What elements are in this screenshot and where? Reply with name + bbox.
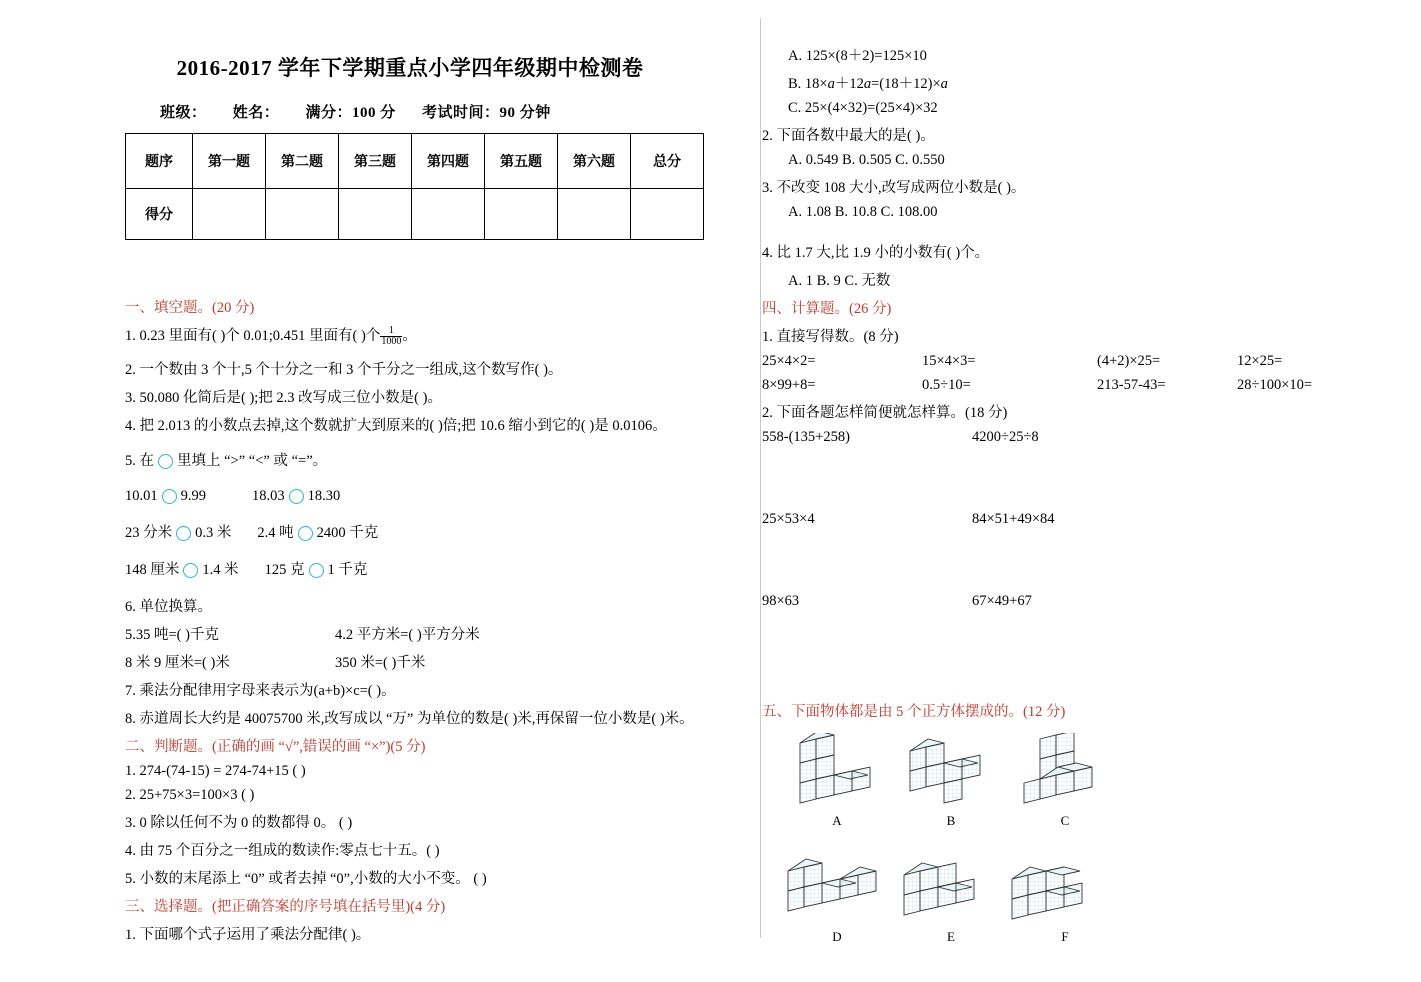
choice-3-options: A. 1.08 B. 10.8 C. 108.00 — [788, 204, 938, 220]
oral-calc-item: (4+2)×25= — [1097, 353, 1161, 369]
compare-b: 9.99 — [180, 487, 206, 504]
score-cell[interactable] — [485, 189, 558, 240]
shapes-row-1 — [782, 733, 1402, 829]
circle-blank-icon[interactable] — [298, 526, 313, 541]
choice-1-option-b-pre: B. 18× — [788, 76, 828, 92]
circle-blank-icon[interactable] — [309, 563, 324, 578]
compare-row-2 — [125, 521, 745, 542]
right-question-body — [762, 44, 1402, 617]
table-row — [126, 134, 704, 189]
oral-calc-item: 213-57-43= — [1097, 377, 1166, 393]
circle-blank-icon[interactable] — [183, 563, 198, 578]
compare-c: 2.4 吨 — [257, 524, 294, 541]
shape-label-c: C — [1060, 813, 1070, 828]
full-score-field: 满分：100 分 — [305, 105, 396, 121]
choice-1-option-c: C. 25×(4×32)=(25×4)×32 — [788, 100, 938, 116]
fraction-denominator: 1000 — [381, 336, 402, 348]
variable-a: a — [940, 76, 948, 92]
shape-drawing-a — [782, 733, 892, 811]
choice-1-option-b-post: =(18＋12)× — [871, 76, 941, 92]
oral-calc-row-2 — [762, 377, 1402, 394]
oral-calc-item: 12×25= — [1237, 353, 1283, 369]
unit-convert-a1: 5.35 吨=( )千克 — [125, 626, 219, 643]
score-table-header-cell: 第四题 — [412, 134, 485, 189]
score-cell[interactable] — [558, 189, 631, 240]
choice-3-stem: 3. 不改变 108 大小,改写成两位小数是( )。 — [762, 180, 1026, 196]
work-space — [762, 453, 1402, 511]
work-space — [762, 535, 1402, 593]
score-cell[interactable] — [193, 189, 266, 240]
question-6: 6. 单位换算。 — [125, 598, 212, 615]
variable-a: a — [827, 76, 835, 92]
simplify-calc-row-2 — [762, 511, 1402, 528]
choice-2-options: A. 0.549 B. 0.505 C. 0.550 — [788, 152, 945, 168]
question-5-text: 5. 在 里填上 “>” “<” 或 “=”。 — [125, 452, 328, 469]
judge-2: 2. 25+75×3=100×3 ( ) — [125, 786, 255, 803]
choice-1-option-b-mid: ＋12 — [834, 76, 864, 92]
compare-d: 2400 千克 — [316, 524, 379, 541]
circle-blank-icon[interactable] — [176, 526, 191, 541]
simplify-calc-item: 4200÷25÷8 — [972, 429, 1039, 445]
score-table — [125, 133, 704, 240]
choice-4-stem: 4. 比 1.7 大,比 1.9 小的小数有( )个。 — [762, 245, 990, 261]
choice-1-stem: 1. 下面哪个式子运用了乘法分配律( )。 — [125, 926, 371, 943]
section-heading-choice: 三、选择题。(把正确答案的序号填在括号里)(4 分) — [125, 898, 446, 915]
shape-item-f — [1010, 849, 1120, 945]
simplify-calc-item: 84×51+49×84 — [972, 511, 1055, 527]
circle-blank-icon[interactable] — [289, 489, 304, 504]
unit-convert-a2: 4.2 平方米=( )平方分米 — [335, 626, 480, 643]
oral-calc-item: 8×99+8= — [762, 377, 816, 393]
simplify-calc-item: 558-(135+258) — [762, 429, 850, 445]
oral-calc-item: 0.5÷10= — [922, 377, 971, 393]
choice-1-option-b — [788, 72, 1402, 93]
circle-blank-icon[interactable] — [162, 489, 177, 504]
simplify-calc-row-1 — [762, 429, 1402, 446]
shape-item-d — [782, 849, 892, 945]
shape-label-d: D — [832, 929, 842, 944]
score-cell[interactable] — [412, 189, 485, 240]
calc-q2: 2. 下面各题怎样简便就怎样算。(18 分) — [762, 405, 1008, 421]
compare-b: 1.4 米 — [202, 561, 239, 578]
shape-drawing-f — [1010, 849, 1120, 927]
calc-q1: 1. 直接写得数。(8 分) — [762, 329, 899, 345]
question-3: 3. 50.080 化简后是( );把 2.3 改写成三位小数是( )。 — [125, 389, 442, 406]
score-table-header-cell: 第一题 — [193, 134, 266, 189]
score-table-header-cell: 题序 — [126, 134, 193, 189]
score-cell[interactable] — [266, 189, 339, 240]
compare-a: 23 分米 — [125, 524, 173, 541]
compare-d: 18.30 — [307, 487, 341, 504]
question-8: 8. 赤道周长大约是 40075700 米,改写成以 “万” 为单位的数是( )米,再保留一位小数是( )米。 — [125, 710, 694, 727]
class-field: 班级： — [160, 105, 207, 121]
variable-a: a — [863, 76, 872, 92]
shape-item-e — [896, 849, 1006, 945]
score-table-header-cell: 总分 — [631, 134, 704, 189]
fraction-one-thousandth — [380, 326, 402, 348]
right-column — [762, 0, 1421, 982]
simplify-calc-row-3 — [762, 593, 1402, 610]
oral-calc-item: 28÷100×10= — [1237, 377, 1313, 393]
section-heading-fill-blank: 一、填空题。(20 分) — [125, 300, 255, 316]
fraction-numerator: 1 — [380, 326, 402, 338]
judge-4: 4. 由 75 个百分之一组成的数读作:零点七十五。( ) — [125, 842, 440, 859]
choice-2-stem: 2. 下面各数中最大的是( )。 — [762, 128, 935, 144]
circle-blank-icon[interactable] — [158, 454, 173, 469]
simplify-calc-item: 67×49+67 — [972, 593, 1032, 609]
shape-drawing-b — [896, 733, 1006, 811]
unit-convert-b2: 350 米=( )千米 — [335, 654, 426, 671]
shape-label-b: B — [946, 813, 956, 828]
shapes-row-2 — [782, 849, 1402, 945]
name-field: 姓名： — [232, 105, 280, 121]
section-heading-shapes: 五、下面物体都是由 5 个正方体摆成的。(12 分) — [762, 704, 1066, 720]
compare-c: 125 克 — [264, 561, 305, 578]
exam-time-field: 考试时间：90 分钟 — [422, 105, 551, 121]
question-5 — [125, 449, 745, 470]
shape-item-b — [896, 733, 1006, 829]
column-divider — [760, 18, 761, 938]
judge-5: 5. 小数的末尾添上 “0” 或者去掉 “0”,小数的大小不变。 ( ) — [125, 870, 487, 887]
shape-label-e: E — [947, 929, 955, 944]
shape-drawing-e — [896, 849, 1006, 927]
shape-drawing-d — [782, 849, 892, 927]
section-heading-true-false: 二、判断题。(正确的画 “√”,错误的画 “×”)(5 分) — [125, 738, 426, 755]
shape-drawing-c — [1010, 733, 1120, 811]
shapes-section — [762, 700, 1402, 945]
table-row — [126, 189, 704, 240]
section-heading-calculation: 四、计算题。(26 分) — [762, 301, 892, 317]
unit-convert-b1: 8 米 9 厘米=( )米 — [125, 654, 230, 671]
score-table-header-cell: 第二题 — [266, 134, 339, 189]
score-table-header-cell: 第六题 — [558, 134, 631, 189]
student-info-line — [160, 101, 720, 122]
left-question-body — [125, 296, 745, 951]
simplify-calc-item: 98×63 — [762, 593, 800, 609]
question-4: 4. 把 2.013 的小数点去掉,这个数就扩大到原来的( )倍;把 10.6 缩小到它的( )是 0.0106。 — [125, 417, 667, 434]
score-table-row-label: 得分 — [126, 189, 193, 240]
simplify-calc-item: 25×53×4 — [762, 511, 815, 527]
score-cell[interactable] — [631, 189, 704, 240]
oral-calc-item: 15×4×3= — [922, 353, 976, 369]
shape-item-c — [1010, 733, 1120, 829]
compare-row-1 — [125, 488, 745, 505]
question-2: 2. 一个数由 3 个十,5 个十分之一和 3 个千分之一组成,这个数写作( )。 — [125, 361, 563, 378]
question-7: 7. 乘法分配律用字母来表示为(a+b)×c=( )。 — [125, 682, 396, 699]
choice-4-options: A. 1 B. 9 C. 无数 — [788, 273, 891, 289]
shape-label-f: F — [1061, 929, 1069, 944]
question-1-text: 1. 0.23 里面有( )个 0.01;0.451 里面有( )个 — [125, 328, 381, 344]
page-title: 2016-2017 学年下学期重点小学四年级期中检测卷 — [176, 56, 644, 80]
question-1-tail: 。 — [402, 328, 417, 344]
compare-b: 0.3 米 — [195, 524, 232, 541]
compare-a: 148 厘米 — [125, 561, 180, 578]
compare-d: 1 千克 — [327, 561, 368, 578]
score-table-header-cell: 第三题 — [339, 134, 412, 189]
compare-a: 10.01 — [125, 487, 158, 504]
unit-convert-row-1 — [125, 623, 745, 644]
oral-calc-row-1 — [762, 353, 1402, 370]
compare-row-3 — [125, 558, 745, 579]
score-cell[interactable] — [339, 189, 412, 240]
judge-1: 1. 274-(74-15) = 274-74+15 ( ) — [125, 762, 306, 779]
question-1 — [125, 324, 745, 348]
judge-3: 3. 0 除以任何不为 0 的数都得 0。 ( ) — [125, 814, 353, 831]
shape-label-a: A — [832, 813, 842, 828]
choice-1-option-a: A. 125×(8＋2)=125×10 — [788, 48, 927, 64]
unit-convert-row-2 — [125, 651, 745, 672]
shape-item-a — [782, 733, 892, 829]
oral-calc-item: 25×4×2= — [762, 353, 816, 369]
score-table-header-cell: 第五题 — [485, 134, 558, 189]
compare-c: 18.03 — [252, 487, 285, 504]
